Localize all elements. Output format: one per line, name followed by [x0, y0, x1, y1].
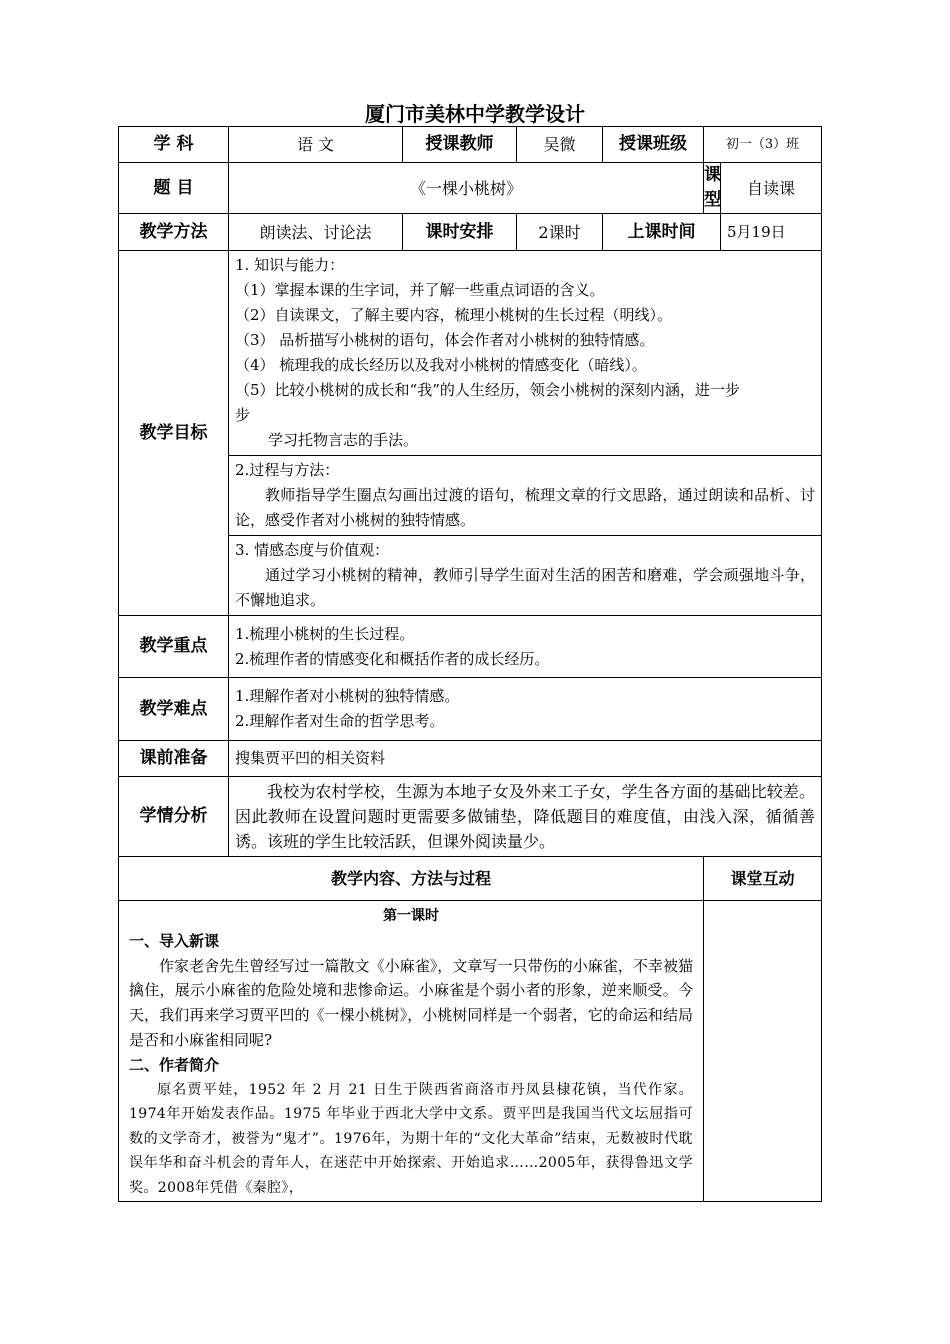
difficulty-item: 1.理解作者对小桃树的独特情感。 [235, 687, 460, 705]
knowledge-item: （3） 品析描写小桃树的语句，体会作者对小桃树的独特情感。 [235, 331, 655, 349]
goals-knowledge [229, 251, 822, 456]
row-process-header [119, 857, 822, 901]
row-subject [119, 127, 822, 163]
emotion-text: 通过学习小桃树的精神，教师引导学生面对生活的困苦和磨难，学会顽强地斗争，不懈地追求。 [235, 566, 815, 609]
knowledge-item: （2）自读课文，了解主要内容，梳理小桃树的生长过程（明线）。 [235, 306, 673, 324]
method-label: 教学方法 [119, 214, 229, 251]
interaction-header: 课堂互动 [704, 857, 822, 901]
students-content [229, 777, 822, 857]
focus-item: 2.梳理作者的情感变化和概括作者的成长经历。 [235, 649, 550, 668]
row-focus [119, 616, 822, 678]
section-heading: 二、作者简介 [129, 1055, 220, 1074]
date-value: 5月19日 [721, 214, 822, 251]
students-text: 我校为农村学校，生源为本地子女及外来工子女，学生各方面的基础比较差。因此教师在设置问题时更需要多做铺垫，降低题目的难度值，由浅入深，循循善诱。该班的学生比较活跃，但课外阅读量少。 [235, 782, 815, 851]
lesson-plan-table [118, 126, 822, 1202]
hours-label: 课时安排 [403, 214, 517, 251]
class-label: 授课班级 [603, 127, 704, 163]
focus-content [229, 616, 822, 678]
emotion-heading: 3. 情感态度与价值观： [235, 541, 390, 559]
knowledge-item: （1）掌握本课的生字词，并了解一些重点词语的含义。 [235, 281, 605, 299]
difficulty-content [229, 678, 822, 741]
difficulty-label: 教学难点 [119, 678, 229, 741]
difficulty-item: 2.理解作者对生命的哲学思考。 [235, 712, 445, 730]
section-heading: 一、导入新课 [129, 931, 220, 950]
prep-label: 课前准备 [119, 741, 229, 777]
subject-value: 语 文 [229, 127, 403, 163]
section-text: 作家老舍先生曾经写过一篇散文《小麻雀》，文章写一只带伤的小麻雀，不幸被猫擒住，展示小麻雀的危险处境和悲惨命运。小麻雀是个弱小者的形象，逆来顺受。今天，我们再来学习贾平凹的《一棵小桃树》，小桃树同样是一个弱者，它的命运和结局是否和小麻雀相同呢? [129, 956, 693, 1049]
type-label: 课 型 [704, 163, 721, 214]
focus-item: 1.梳理小桃树的生长过程。 [235, 624, 415, 643]
knowledge-heading: 1. 知识与能力： [235, 256, 345, 274]
teacher-value: 吴微 [517, 127, 603, 163]
knowledge-tail-line: 学习托物言志的手法。 [268, 431, 419, 449]
subject-label: 学 科 [119, 127, 229, 163]
focus-label: 教学重点 [119, 616, 229, 678]
row-goals-knowledge [119, 251, 822, 456]
interaction-cell [704, 901, 822, 1202]
row-students [119, 777, 822, 857]
goals-emotion [229, 536, 822, 616]
knowledge-item: （5）比较小桃树的成长和“我”的人生经历，领会小桃树的深刻内涵，进一步 [235, 381, 740, 399]
section-text: 原名贾平娃，1952 年 2 月 21 日生于陕西省商洛市丹凤县棣花镇，当代作家。1974年开始发表作品。1975 年毕业于西北大学中文系。贾平凹是我国当代文坛屈指可数的文学奇才，被誉为“鬼才”。1976年，为期十年的“文化大革命”结束，无数被时代耽误年华和奋斗机会的青年人，在迷茫中开始探索、开始追求……2005年，获得鲁迅文学奖。2008年凭借《秦腔》， [129, 1081, 693, 1196]
row-difficulty [119, 678, 822, 741]
method-value: 朗读法、讨论法 [229, 214, 403, 251]
goals-process [229, 456, 822, 536]
row-topic [119, 163, 822, 214]
process-text: 教师指导学生圈点勾画出过渡的语句，梳理文章的行文思路，通过朗读和品析、讨论，感受作者对小桃树的独特情感。 [235, 486, 815, 529]
process-heading: 2.过程与方法： [235, 461, 340, 479]
goals-label: 教学目标 [119, 251, 229, 616]
type-value: 自读课 [721, 163, 822, 214]
content-header: 教学内容、方法与过程 [119, 857, 704, 901]
row-method [119, 214, 822, 251]
knowledge-item: （4） 梳理我的成长经历以及我对小桃树的情感变化（暗线）。 [235, 356, 647, 374]
prep-content: 搜集贾平凹的相关资料 [229, 741, 822, 777]
lesson-content [119, 901, 704, 1202]
session-title: 第一课时 [383, 908, 439, 924]
document-title: 厦门市美林中学教学设计 [365, 102, 585, 126]
knowledge-tail: 步 [235, 406, 251, 424]
class-value: 初一（3）班 [704, 127, 822, 163]
teacher-label: 授课教师 [403, 127, 517, 163]
topic-label: 题 目 [119, 163, 229, 214]
hours-value: 2课时 [517, 214, 603, 251]
topic-value: 《一棵小桃树》 [229, 163, 704, 214]
row-lesson [119, 901, 822, 1202]
students-label: 学情分析 [119, 777, 229, 857]
date-label: 上课时间 [603, 214, 721, 251]
row-prep [119, 741, 822, 777]
